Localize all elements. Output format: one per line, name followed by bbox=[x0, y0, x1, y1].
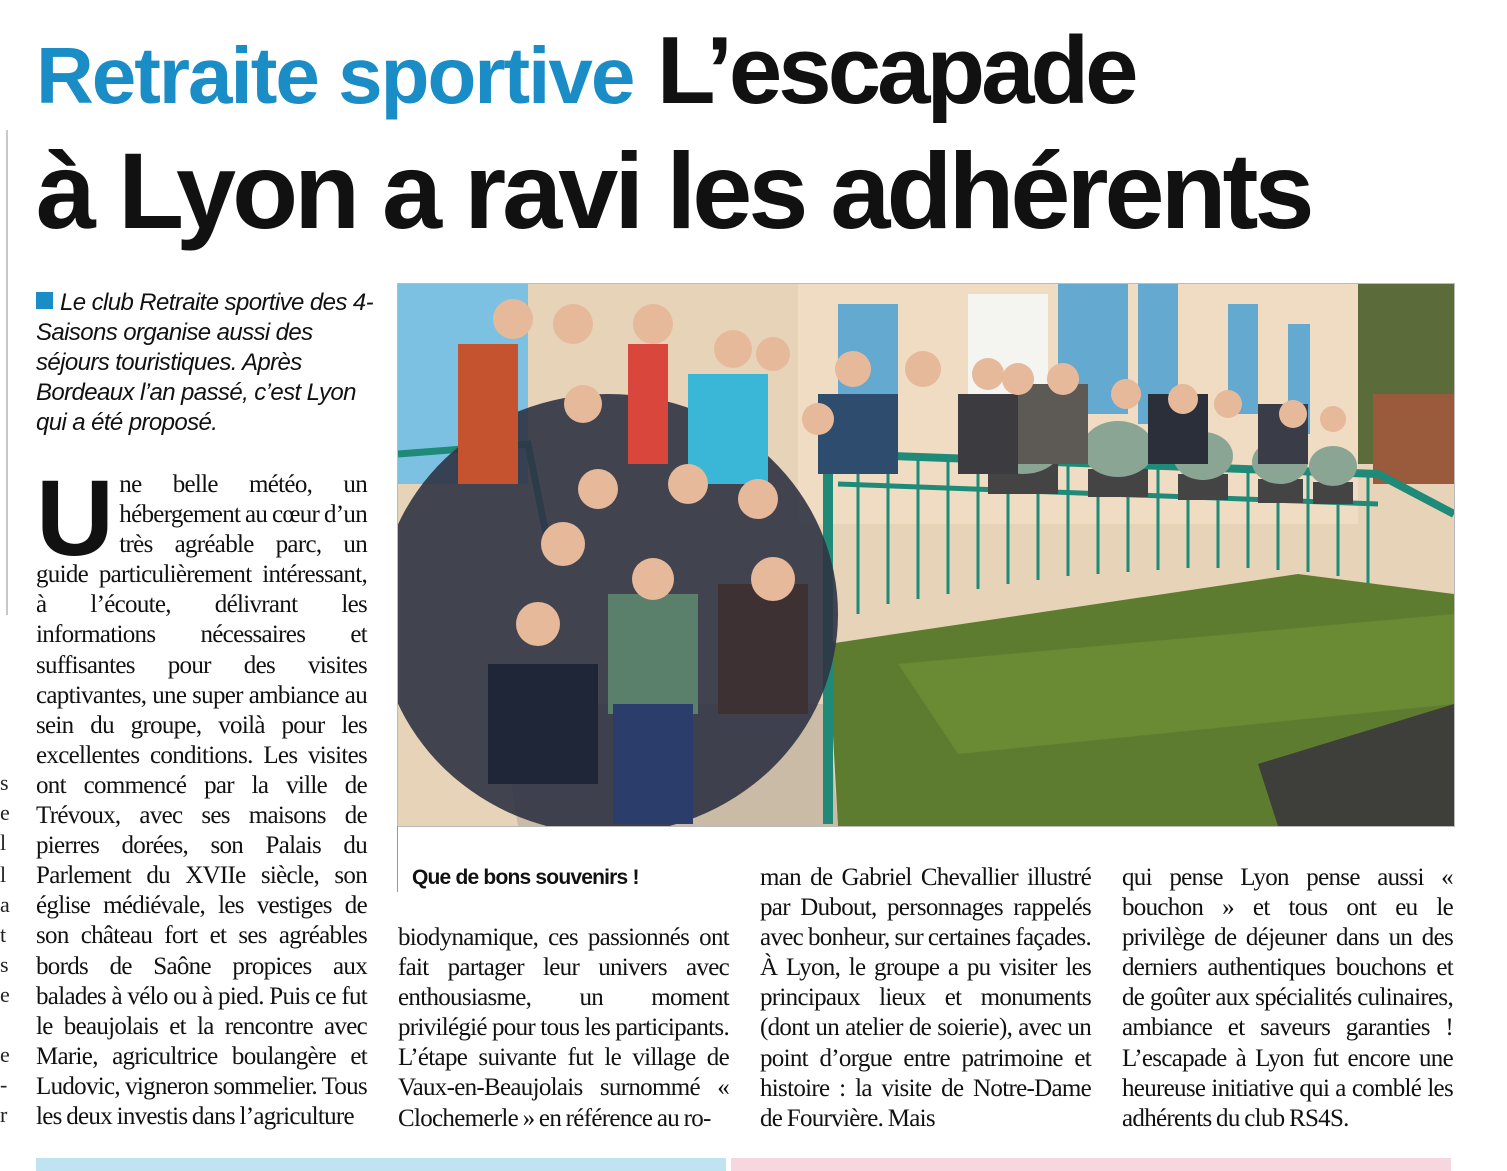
blue-square-marker bbox=[36, 292, 53, 309]
headline-kicker: Retraite sportive bbox=[36, 31, 634, 120]
drop-cap: U bbox=[36, 457, 114, 578]
left-page-fragment: l bbox=[0, 830, 7, 855]
group-photo-illustration bbox=[398, 284, 1454, 826]
left-page-fragment: t bbox=[0, 922, 7, 947]
left-page-fragment: r bbox=[0, 1102, 8, 1127]
article-lead-text: Le club Retraite sportive des 4-Saisons organise aussi des séjours touristiques. Après Bordeaux l’an passé, c’est Lyon qui a été proposé. bbox=[36, 289, 373, 436]
left-page-fragment: e bbox=[0, 982, 10, 1007]
left-page-fragment: a bbox=[0, 892, 10, 917]
headline-title-line1: L’escapade bbox=[656, 17, 1135, 124]
next-article-strip-blue bbox=[36, 1158, 726, 1171]
left-page-fragment: e bbox=[0, 1042, 10, 1067]
headline-title-line2: à Lyon a ravi les adhérents bbox=[36, 130, 1311, 251]
left-page-fragment: l bbox=[0, 862, 7, 887]
article-column-2: biodynamique, ces passionnés ont fait partager leur univers avec enthousiasme, un moment privilégié pour tous les participants. L’étape suivante fut le village de Vaux-en-Beaujolais surnommé « Clochemerle » en référence au ro- bbox=[398, 924, 729, 1132]
left-page-fragment: s bbox=[0, 770, 9, 795]
article-column-1-text: ne belle météo, un hébergement au cœur d’un très agréable parc, un guide particulièrement intéressant, à l’écoute, délivrant les informations nécessaires et suffisantes pour des visites captivantes, une super ambiance au sein du groupe, voilà pour les excellentes conditions. Les visites ont commencé par la ville de Trévoux, avec ses maisons de pierres dorées, son Palais du Parlement du XVIIe siècle, son église médiévale, les vestiges de son château fort et ses agréables bords de Saône propices aux balades à vélo ou à pied. Puis ce fut le beaujolais et la rencontre avec Marie, agricultrice boulangère et Ludovic, vigneron sommelier. Tous les deux investis dans l’agriculture bbox=[36, 471, 367, 1130]
photo-caption: Que de bons souvenirs ! bbox=[412, 866, 639, 889]
next-article-strip-pink bbox=[731, 1158, 1451, 1171]
article-column-4: qui pense Lyon pense aussi « bouchon » et tous ont eu le privilège de déjeuner dans un des derniers authentiques bouchons et de goûter aux spécialités culinaires, ambiance et saveurs garanties ! L’escapade à Lyon fut encore une heureuse initiative qui a comblé les adhérents du club RS4S. bbox=[1122, 864, 1453, 1132]
headline bbox=[36, 12, 1436, 251]
left-page-rule bbox=[0, 130, 8, 615]
article-column-3: man de Gabriel Chevallier illustré par Dubout, personnages rappelés avec bonheur, sur certaines façades. À Lyon, le groupe a pu visiter les principaux lieux et monuments (dont un atelier de soierie), avec un point d’orgue entre patrimoine et histoire : la visite de Notre-Dame de Fourvière. Mais bbox=[760, 864, 1091, 1132]
caption-rule bbox=[397, 826, 398, 892]
left-page-fragment: e bbox=[0, 800, 10, 825]
left-page-fragment: s bbox=[0, 952, 9, 977]
left-page-fragment: - bbox=[0, 1072, 8, 1097]
article-lead bbox=[36, 288, 376, 438]
group-photo bbox=[397, 283, 1455, 827]
article-column-1 bbox=[36, 457, 367, 1132]
